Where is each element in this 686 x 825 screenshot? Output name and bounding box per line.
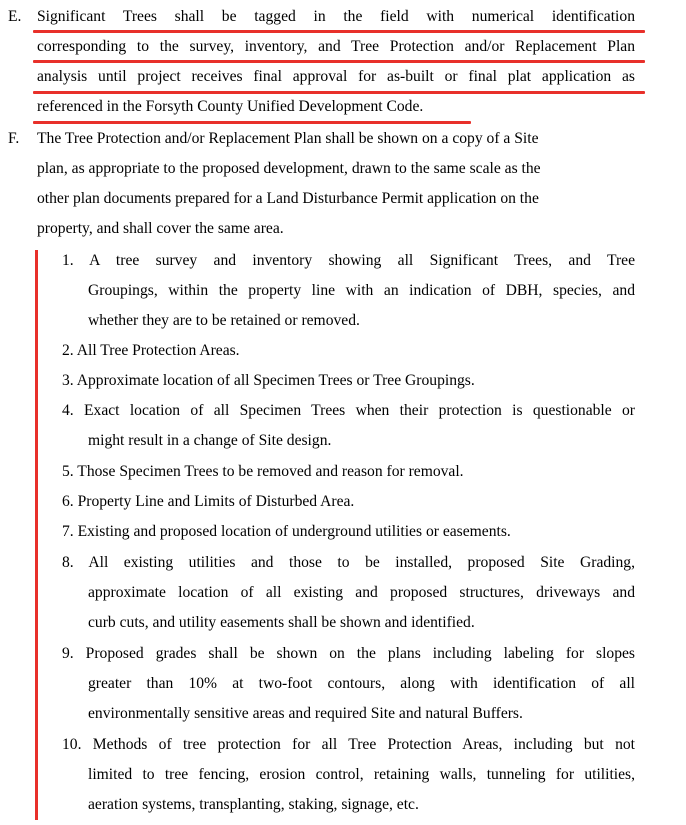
list-item-3: 3. Approximate location of all Specimen Trees or Tree Groupings.: [62, 372, 475, 389]
list-item-4-line-2: might result in a change of Site design.: [88, 432, 332, 449]
section-e-line-1: Significant Trees shall be tagged in the field with numerical identification: [37, 8, 635, 25]
list-item-9-line-3: environmentally sensitive areas and required Site and natural Buffers.: [88, 705, 523, 722]
list-item-8-line-3: curb cuts, and utility easements shall be shown and identified.: [88, 614, 475, 631]
list-item-10-line-1: 10. Methods of tree protection for all Tree Protection Areas, including but not: [62, 736, 635, 753]
list-item-9-line-1: 9. Proposed grades shall be shown on the plans including labeling for slopes: [62, 645, 635, 662]
section-e-line-4: referenced in the Forsyth County Unified Development Code.: [37, 98, 424, 115]
section-f-line-4: property, and shall cover the same area.: [37, 220, 284, 237]
list-item-10-line-3: aeration systems, transplanting, staking, signage, etc.: [88, 796, 419, 813]
list-item-10-line-2: limited to tree fencing, erosion control, retaining walls, tunneling for utilities,: [88, 766, 635, 783]
highlight-underline-1: [33, 30, 645, 33]
highlight-underline-3: [33, 91, 645, 94]
section-f-line-2: plan, as appropriate to the proposed development, drawn to the same scale as the: [37, 160, 541, 177]
list-item-5: 5. Those Specimen Trees to be removed and reason for removal.: [62, 463, 464, 480]
list-item-1-line-2: Groupings, within the property line with an indication of DBH, species, and: [88, 282, 635, 299]
section-f-line-1: The Tree Protection and/or Replacement Plan shall be shown on a copy of a Site: [37, 130, 539, 147]
list-item-7: 7. Existing and proposed location of underground utilities or easements.: [62, 523, 511, 540]
section-f-letter: F.: [8, 130, 20, 147]
list-item-8-line-1: 8. All existing utilities and those to be installed, proposed Site Grading,: [62, 554, 635, 571]
highlight-underline-4: [33, 121, 471, 124]
section-e-letter: E.: [8, 8, 22, 25]
list-item-9-line-2: greater than 10% at two-foot contours, along with identification of all: [88, 675, 635, 692]
highlight-sidebar-bar: [35, 250, 38, 820]
section-e-line-2: corresponding to the survey, inventory, and Tree Protection and/or Replacement Plan: [37, 38, 635, 55]
list-item-1-line-3: whether they are to be retained or removed.: [88, 312, 360, 329]
highlight-underline-2: [33, 60, 645, 63]
list-item-4-line-1: 4. Exact location of all Specimen Trees when their protection is questionable or: [62, 402, 635, 419]
section-f-line-3: other plan documents prepared for a Land Disturbance Permit application on the: [37, 190, 539, 207]
list-item-6: 6. Property Line and Limits of Disturbed Area.: [62, 493, 355, 510]
section-e-line-3: analysis until project receives final approval for as-built or final plat application as: [37, 68, 635, 85]
list-item-8-line-2: approximate location of all existing and proposed structures, driveways and: [88, 584, 635, 601]
list-item-2: 2. All Tree Protection Areas.: [62, 342, 240, 359]
list-item-1-line-1: 1. A tree survey and inventory showing all Significant Trees, and Tree: [62, 252, 635, 269]
